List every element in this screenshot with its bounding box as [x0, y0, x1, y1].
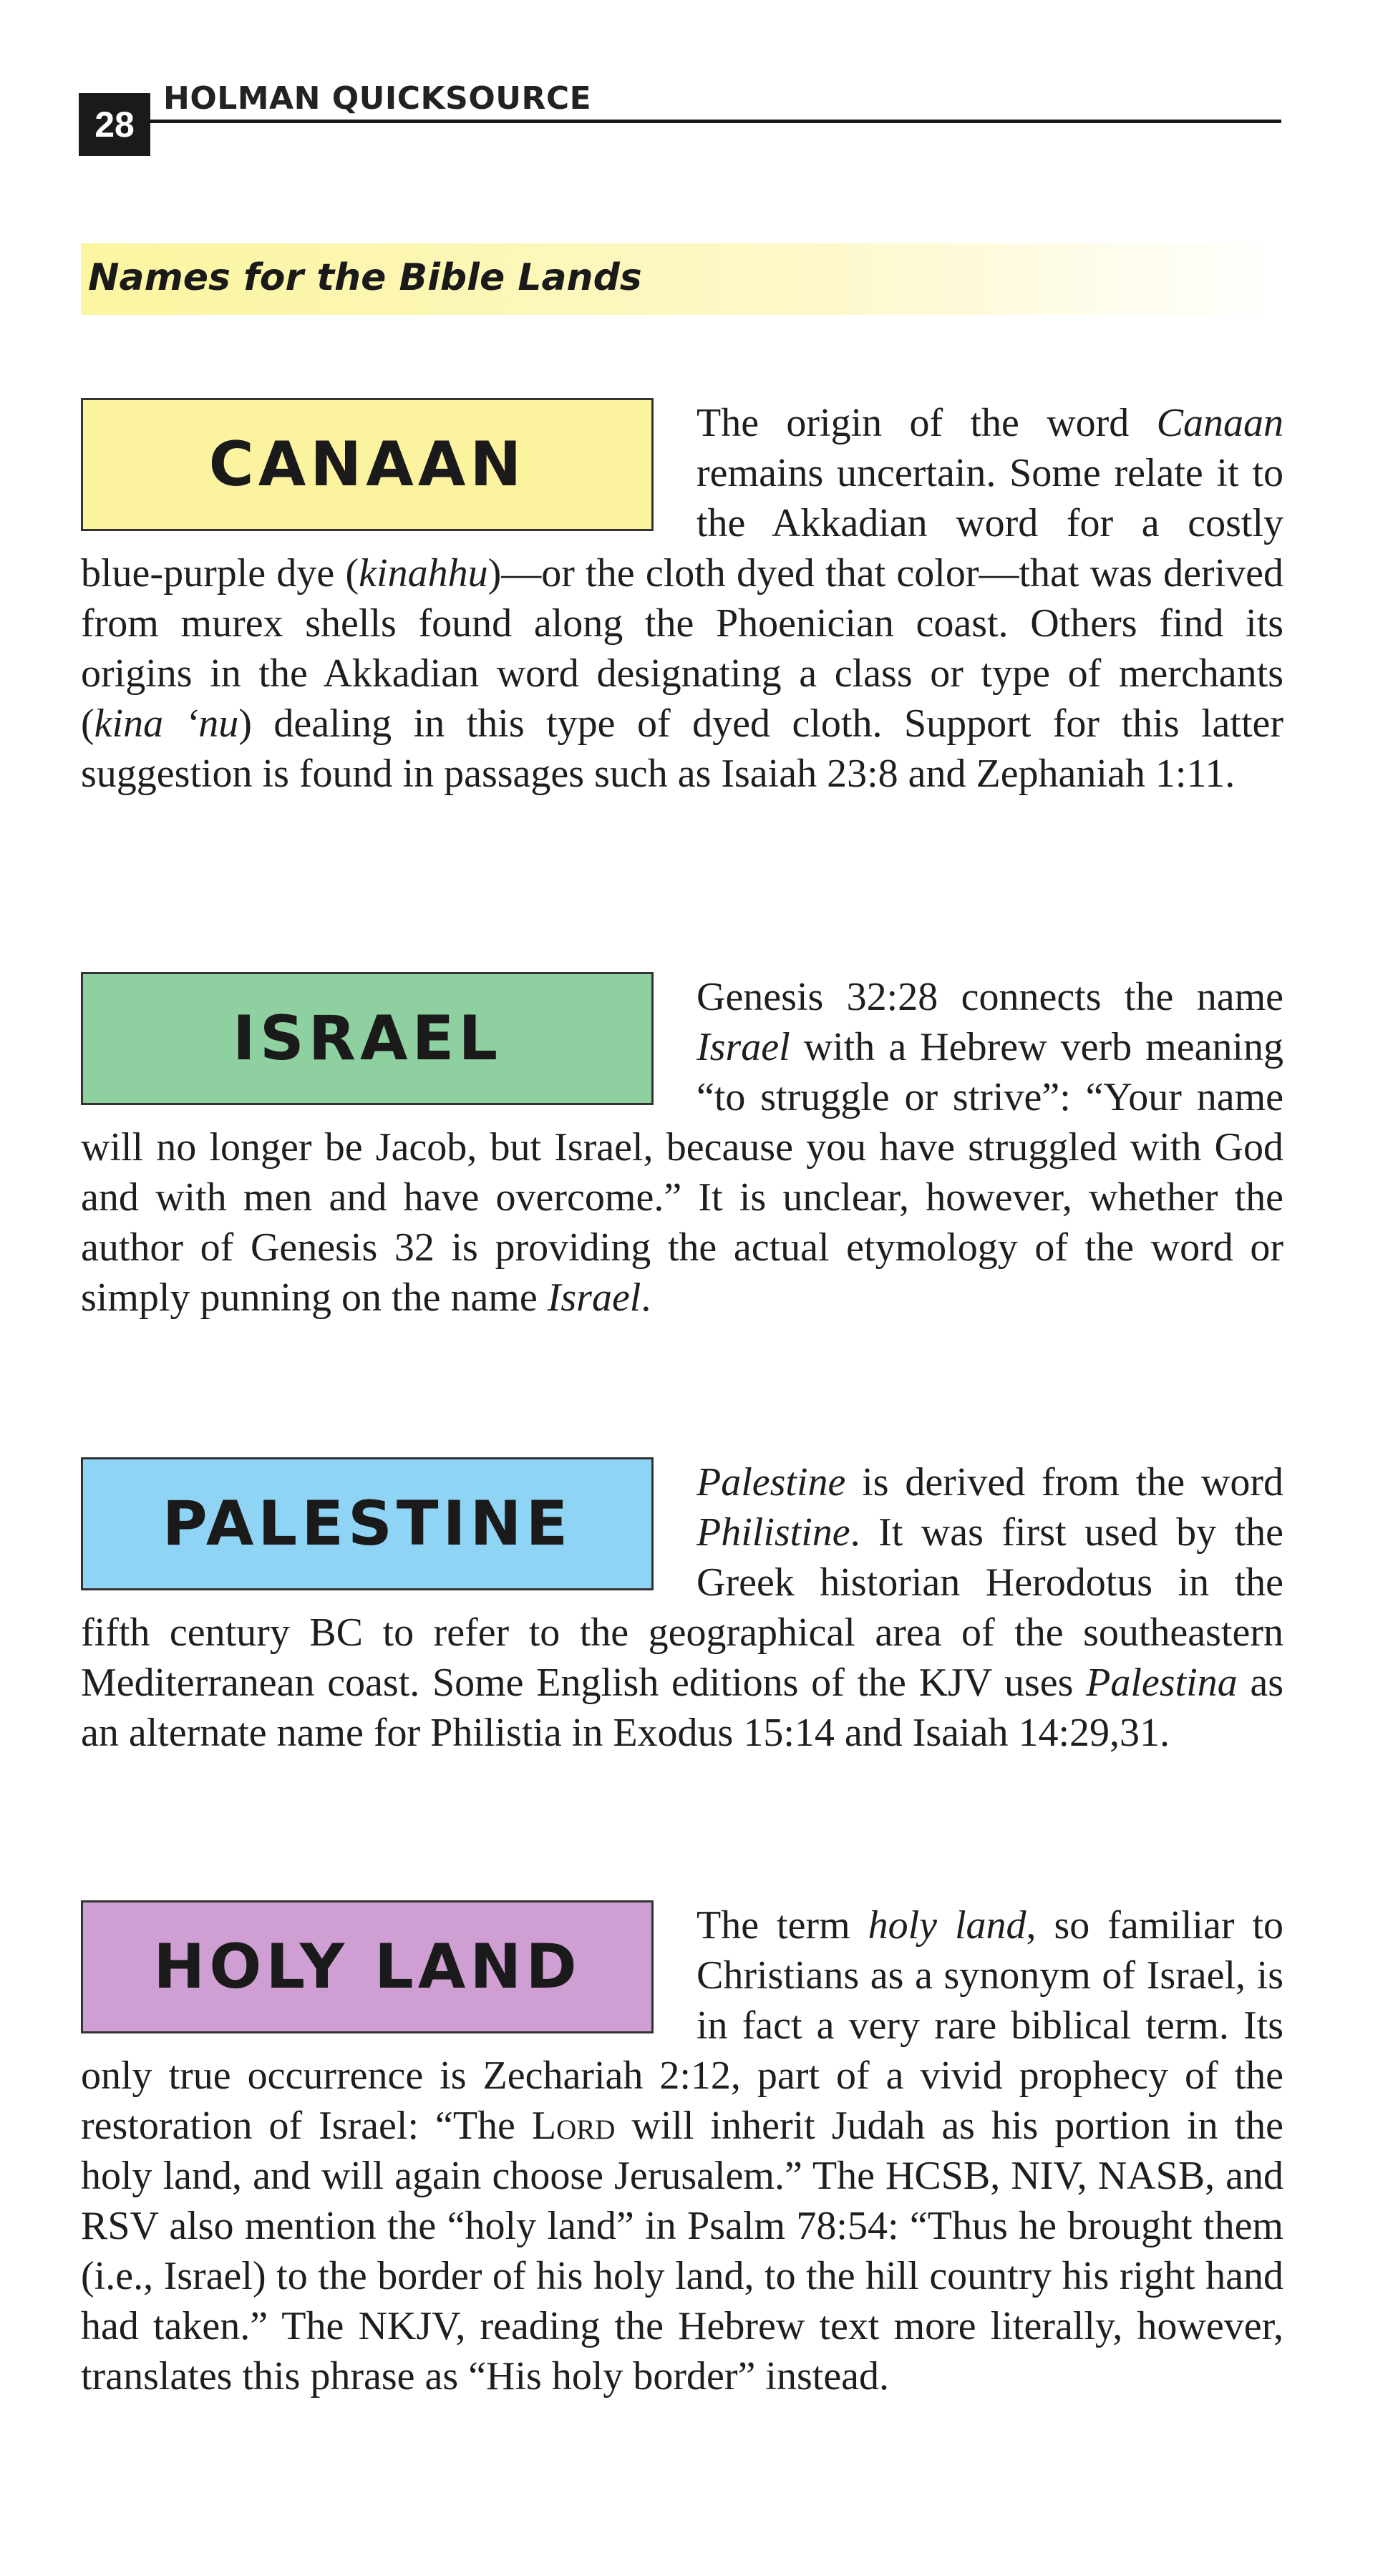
holy-land-text: The term holy land, so familiar to Christians as a synonym of Israel, is in fact a very rare biblical term. Its only true occurrence is Zechariah 2:12, part of a vivid prophecy of the restoration of Israel: “The Lord will inherit Judah as his portion in the holy land, and will again choose Jerusalem.” The HCSB, NIV, NASB, and RSV also mention the “holy land” in Psalm 78:54: “Thus he brought them (i.e., Israel) to the border of his holy land, to the hill country his right hand had taken.” The NKJV, reading the Hebrew text more literally, however, translates this phrase as “His holy border” instead. [81, 1903, 1284, 2398]
running-head: HOLMAN QUICKSOURCE [163, 80, 592, 117]
holy-land-label: HOLY LAND [153, 1931, 581, 2003]
section-title: Names for the Bible Lands [88, 256, 642, 299]
palestine-name-box [81, 1457, 654, 1590]
holy-land-name-box [81, 1900, 654, 2033]
canaan-name-box [81, 398, 654, 531]
israel-label: ISRAEL [232, 1003, 503, 1074]
entry-holy-land [81, 1900, 1283, 2401]
entry-israel [81, 972, 1283, 1323]
israel-text: Genesis 32:28 connects the name Israel with a Hebrew verb meaning “to struggle or strive”: “Your name will no longer be Jacob, but Israel, because you have struggled with God and with men and have overcome.” It is unclear, however, whether the author of Genesis 32 is providing the actual etymology of the word or simply punning on the name Israel. [81, 975, 1283, 1320]
entry-palestine [81, 1457, 1283, 1758]
palestine-label: PALESTINE [162, 1488, 573, 1560]
palestine-text: Palestine is derived from the word Philistine. It was first used by the Greek historian Herodotus in the fifth century BC to refer to the geographical area of the southeastern Mediterranean coast. Some English editions of the KJV uses Palestina as an alternate name for Philistia in Exodus 15:14 and Isaiah 14:29,31. [81, 1460, 1283, 1755]
header-rule [150, 120, 1281, 123]
entry-canaan [81, 398, 1283, 799]
page-number: 28 [79, 93, 150, 156]
canaan-label: CANAAN [208, 429, 526, 500]
section-bar [81, 243, 1283, 315]
israel-name-box [81, 972, 654, 1105]
canaan-text: The origin of the word Canaan remains uncertain. Some relate it to the Akkadian word for a costly blue-purple dye (kinahhu)—or the cloth dyed that color—that was derived from murex shells found along the Phoenician coast. Others find its origins in the Akkadian word designating a class or type of merchants (kina ‘nu) dealing in this type of dyed cloth. Support for this latter suggestion is found in passages such as Isaiah 23:8 and Zephaniah 1:11. [81, 401, 1284, 796]
